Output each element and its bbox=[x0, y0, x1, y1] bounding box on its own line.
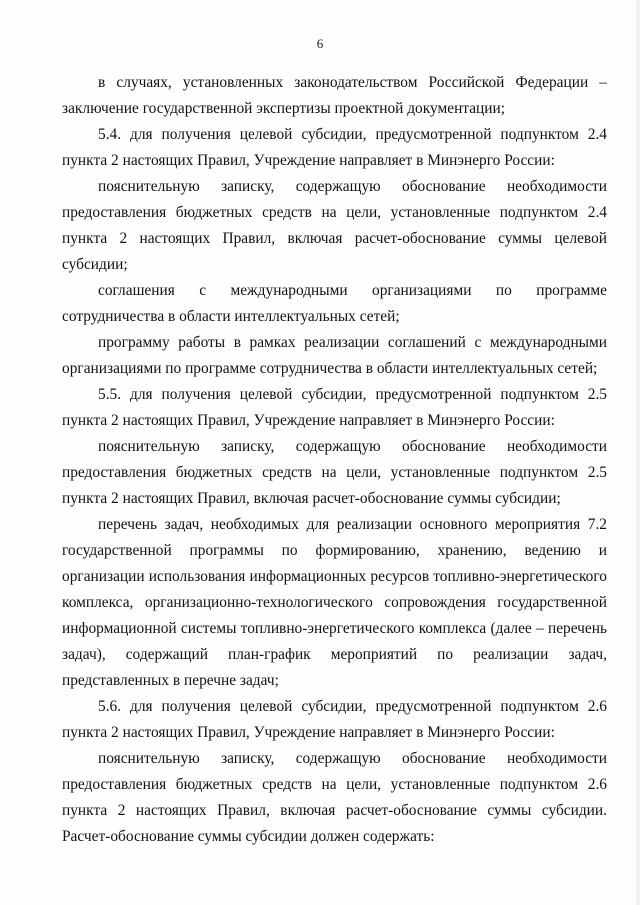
paragraph-5-4-agreements: соглашения с международными организациями по программе сотрудничества в области интеллектуальных сетей; bbox=[62, 282, 607, 325]
paragraph-5-4-explanatory-note: пояснительную записку, содержащую обоснование необходимости предоставления бюджетных средств на цели, установленные подпунктом 2.4 пункта 2 настоящих Правил, включая расчет-обоснование суммы целевой субсидии; bbox=[62, 178, 607, 273]
page-edge-shadow bbox=[636, 0, 640, 905]
paragraph-expertise-conclusion: в случаях, установленных законодательством Российской Федерации – заключение государственной экспертизы проектной документации; bbox=[62, 74, 607, 117]
page-number: 6 bbox=[316, 36, 324, 51]
paragraph-5-5-explanatory-note: пояснительную записку, содержащую обоснование необходимости предоставления бюджетных средств на цели, установленные подпунктом 2.5 пункта 2 настоящих Правил, включая расчет-обоснование суммы субсидии; bbox=[62, 438, 607, 507]
paragraph-5-4-work-program: программу работы в рамках реализации соглашений с международными организациями по программе сотрудничества в области интеллектуальных сетей; bbox=[62, 334, 607, 377]
paragraph-5-5-intro: 5.5. для получения целевой субсидии, предусмотренной подпунктом 2.5 пункта 2 настоящих Правил, Учреждение направляет в Минэнерго России: bbox=[62, 386, 607, 429]
paragraph-5-4-intro: 5.4. для получения целевой субсидии, предусмотренной подпунктом 2.4 пункта 2 настоящих Правил, Учреждение направляет в Минэнерго России: bbox=[62, 126, 607, 169]
document-body bbox=[62, 70, 607, 850]
paragraph-5-6-explanatory-note: пояснительную записку, содержащую обоснование необходимости предоставления бюджетных средств на цели, установленные подпунктом 2.6 пункта 2 настоящих Правил, включая расчет-обоснование суммы субсидии. Расчет-обоснование суммы субсидии должен содержать: bbox=[62, 750, 607, 845]
paragraph-5-5-task-list: перечень задач, необходимых для реализации основного мероприятия 7.2 государственной программы по формированию, хранению, ведению и организации использования информационных ресурсов топливно-энергетического комплекса, организационно-технологического сопровождения государственной информационной системы топливно-энергетического комплекса (далее – перечень задач), содержащий план-график мероприятий по реализации задач, представленных в перечне задач; bbox=[62, 516, 607, 689]
paragraph-5-6-intro: 5.6. для получения целевой субсидии, предусмотренной подпунктом 2.6 пункта 2 настоящих Правил, Учреждение направляет в Минэнерго России: bbox=[62, 698, 607, 741]
